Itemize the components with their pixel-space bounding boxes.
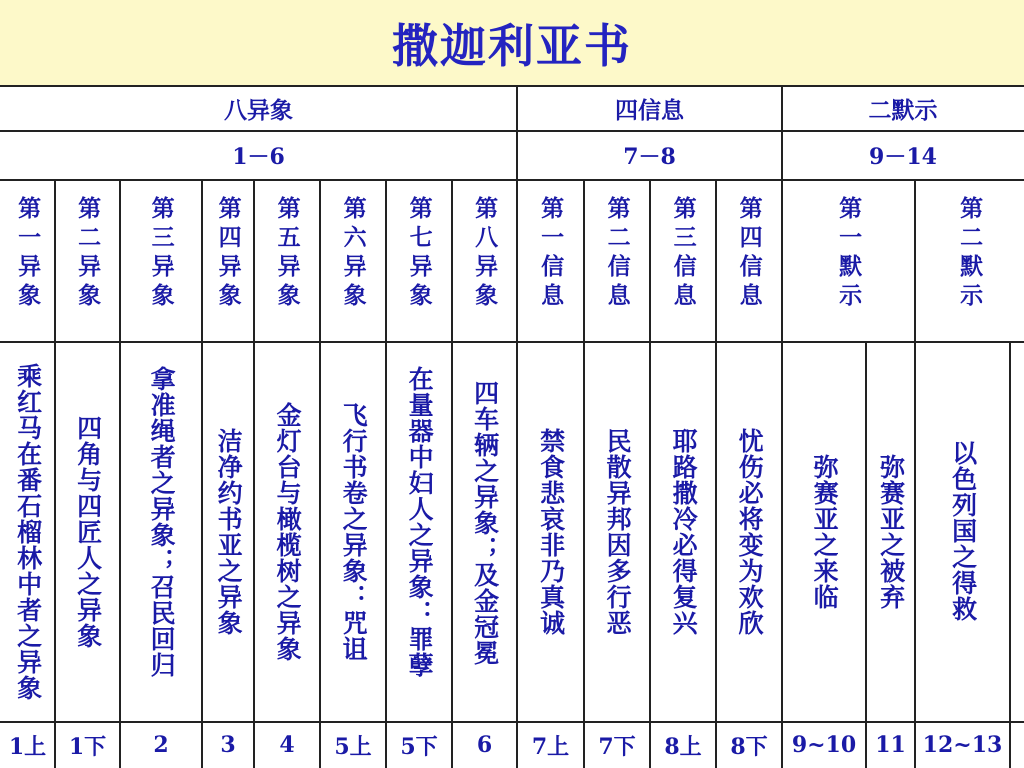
- group-range: [782, 131, 1024, 180]
- chapter-ref-text: 11: [875, 732, 906, 758]
- column-divider: [914, 180, 916, 342]
- section-title: [386, 180, 452, 342]
- group-range: [517, 131, 782, 180]
- column-divider: [385, 342, 387, 768]
- chapter-ref-text: 1上: [8, 733, 47, 760]
- chapter-ref-text: 5下: [400, 733, 438, 760]
- chapter-ref: [452, 722, 517, 768]
- section-title-text: 第二信息: [603, 196, 631, 312]
- page-title: 撒迦利亚书: [392, 19, 632, 73]
- row-divider: [0, 179, 1024, 181]
- section-title: [584, 180, 650, 342]
- section-title-text: 第八异象: [471, 196, 499, 312]
- section-title: [202, 180, 254, 342]
- chapter-ref-text: 12~13: [922, 732, 1003, 758]
- column-divider: [914, 342, 916, 768]
- chapter-ref-text: 9~10: [791, 732, 857, 758]
- section-description-text: 弥赛亚之来临: [810, 454, 840, 610]
- column-divider: [516, 180, 518, 342]
- section-title-text: 第一信息: [537, 196, 565, 312]
- section-title: [650, 180, 716, 342]
- chapter-ref-text: 6: [476, 732, 493, 758]
- column-divider: [253, 180, 255, 342]
- section-title-text: 第五异象: [273, 196, 301, 312]
- column-divider: [385, 180, 387, 342]
- section-title-text: 第四异象: [214, 196, 242, 312]
- column-divider: [516, 86, 518, 180]
- chapter-ref-text: 4: [279, 732, 295, 758]
- section-description-text: 禁食悲哀非乃真诚: [536, 428, 566, 636]
- section-description-text: 以色列国之得救: [948, 440, 978, 622]
- column-divider: [649, 180, 651, 342]
- section-description-text: 弥赛亚之被弃: [876, 454, 906, 610]
- column-divider: [451, 342, 453, 768]
- section-description: [452, 342, 517, 722]
- section-title: [915, 180, 1024, 342]
- column-divider: [253, 342, 255, 768]
- group-label-text: 八异象: [224, 97, 293, 124]
- row-divider: [0, 130, 1024, 132]
- section-title: [254, 180, 320, 342]
- section-title-text: 第三异象: [147, 196, 175, 312]
- chapter-ref-text: 1下: [68, 733, 107, 760]
- group-range-text: 7－8: [623, 144, 676, 170]
- chapter-ref-text: 8上: [664, 733, 702, 760]
- section-title-text: 第二异象: [74, 196, 102, 312]
- column-divider: [649, 342, 651, 768]
- section-title: [782, 180, 915, 342]
- section-description: [202, 342, 254, 722]
- section-title: [0, 180, 55, 342]
- column-divider: [781, 86, 783, 180]
- section-title: [55, 180, 120, 342]
- column-divider: [781, 180, 783, 342]
- chapter-ref: [320, 722, 386, 768]
- section-description: [55, 342, 120, 722]
- chapter-ref: [202, 722, 254, 768]
- row-divider: [0, 85, 1024, 87]
- column-divider: [583, 342, 585, 768]
- group-label: [782, 86, 1024, 131]
- section-description-text: 飞行书卷之异象：咒诅: [339, 402, 369, 662]
- section-description: [120, 342, 202, 722]
- chapter-ref: [584, 722, 650, 768]
- section-description: [915, 342, 1010, 722]
- group-range-text: 9－14: [869, 144, 937, 170]
- group-label: [0, 86, 517, 131]
- section-description: [320, 342, 386, 722]
- group-range: [0, 131, 517, 180]
- section-description: [517, 342, 584, 722]
- chapter-ref: [55, 722, 120, 768]
- group-label-text: 二默示: [868, 97, 938, 124]
- section-title-text: 第二默示: [956, 196, 984, 312]
- chapter-ref: [915, 722, 1010, 768]
- section-description: [254, 342, 320, 722]
- section-description-text: 忧伤必将变为欢欣: [735, 428, 765, 636]
- section-description: [0, 342, 55, 722]
- chapter-ref: [0, 722, 55, 768]
- column-divider: [583, 180, 585, 342]
- chapter-ref-text: 7下: [598, 733, 636, 760]
- column-divider: [201, 180, 203, 342]
- group-label-text: 四信息: [615, 97, 684, 124]
- row-divider: [0, 721, 1024, 723]
- chapter-ref-text: 3: [220, 732, 236, 758]
- section-description-text: 洁净约书亚之异象: [214, 428, 244, 636]
- section-title: [320, 180, 386, 342]
- section-description-text: 拿准绳者之异象；召民回归: [147, 366, 177, 678]
- column-divider: [201, 342, 203, 768]
- chapter-ref-text: 7上: [531, 733, 570, 760]
- chapter-ref-text: 5上: [334, 733, 372, 760]
- column-divider: [319, 180, 321, 342]
- section-title-text: 第一默示: [835, 196, 863, 312]
- row-divider: [0, 341, 1024, 343]
- section-description: [782, 342, 866, 722]
- section-description-text: 四车辆之异象；及金冠冕: [470, 380, 500, 666]
- section-description: [866, 342, 915, 722]
- section-description: [650, 342, 716, 722]
- chapter-ref: [782, 722, 866, 768]
- chapter-ref: [254, 722, 320, 768]
- column-divider: [54, 342, 56, 768]
- section-description-text: 在量器中妇人之异象：罪孽: [405, 366, 435, 678]
- chapter-ref: [716, 722, 782, 768]
- chapter-ref: [866, 722, 915, 768]
- section-title-text: 第四信息: [735, 196, 763, 312]
- section-description-text: 乘红马在番石榴林中者之异象: [13, 363, 43, 701]
- column-divider: [781, 342, 783, 768]
- chapter-ref-text: 2: [153, 732, 169, 758]
- section-title-text: 第六异象: [339, 196, 367, 312]
- chapter-ref: [517, 722, 584, 768]
- chapter-ref-text: 8下: [730, 733, 768, 760]
- section-title: [120, 180, 202, 342]
- section-title: [716, 180, 782, 342]
- column-divider: [865, 342, 867, 768]
- column-divider: [319, 342, 321, 768]
- chapter-ref: [650, 722, 716, 768]
- chapter-ref: [386, 722, 452, 768]
- column-divider: [516, 342, 518, 768]
- section-description-text: 四角与四匠人之异象: [73, 415, 103, 649]
- section-title: [452, 180, 517, 342]
- column-divider: [715, 180, 717, 342]
- section-title-text: 第一异象: [14, 196, 42, 312]
- section-description-text: 耶路撒冷必得复兴: [669, 428, 699, 636]
- section-description: [386, 342, 452, 722]
- section-description-text: 金灯台与橄榄树之异象: [273, 402, 303, 662]
- group-label: [517, 86, 782, 131]
- section-title-text: 第三信息: [669, 196, 697, 312]
- column-divider: [1009, 342, 1011, 768]
- group-range-text: 1－6: [232, 144, 285, 170]
- section-description: [584, 342, 650, 722]
- section-description-text: 民散异邦因多行恶: [603, 428, 633, 636]
- column-divider: [119, 342, 121, 768]
- section-title: [517, 180, 584, 342]
- section-title-text: 第七异象: [405, 196, 433, 312]
- chapter-ref: [120, 722, 202, 768]
- column-divider: [54, 180, 56, 342]
- column-divider: [715, 342, 717, 768]
- section-description: [716, 342, 782, 722]
- column-divider: [451, 180, 453, 342]
- column-divider: [119, 180, 121, 342]
